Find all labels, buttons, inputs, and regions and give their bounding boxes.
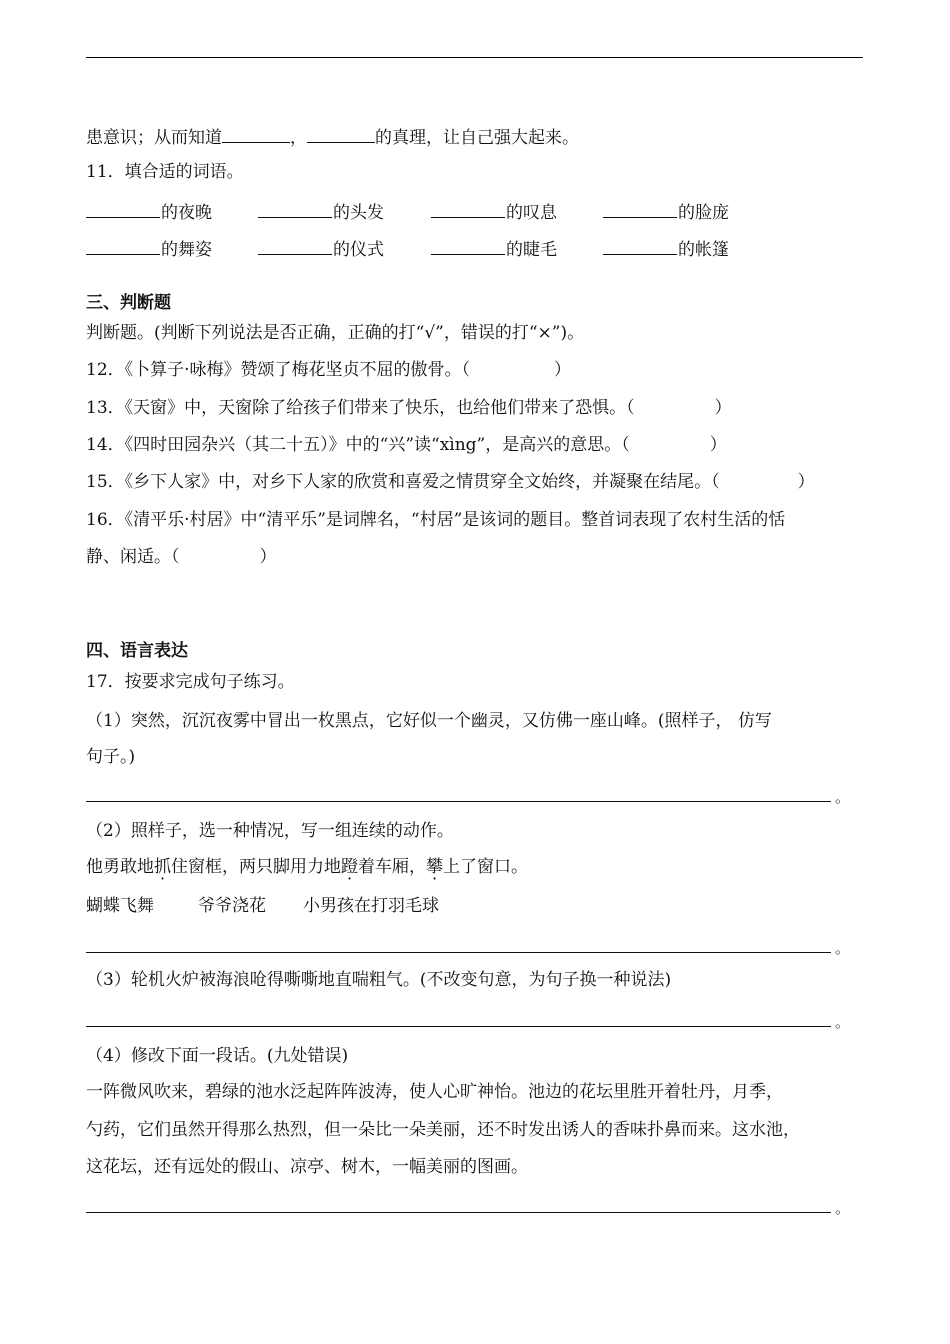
answer-blank[interactable] xyxy=(258,199,332,218)
q17-part2-title: （2）照样子，选一种情况，写一组连续的动作。 xyxy=(86,821,454,841)
option: 蝴蝶飞舞 xyxy=(86,896,154,916)
header-rule xyxy=(86,57,863,58)
answer-blank[interactable] xyxy=(86,199,160,218)
answer-blank[interactable] xyxy=(307,124,375,143)
q17-part4-line2: 勺药，它们虽然开得那么热烈，但一朵比一朵美丽，还不时发出诱人的香味扑鼻而来。这水池， xyxy=(86,1120,800,1140)
answer-blank[interactable] xyxy=(431,236,505,255)
q10-continuation: 患意识；从而知道 ， 的真理，让自己强大起来。 xyxy=(86,124,579,149)
q15: 15．《乡下人家》中，对乡下人家的欣赏和喜爱之情贯穿全文始终，并凝聚在结尾。（ ） xyxy=(86,472,815,492)
answer-line[interactable] xyxy=(86,952,831,953)
q17-part2-example: 他勇敢地抓住窗框，两只脚用力地蹬着车厢，攀上了窗口。 xyxy=(86,857,528,877)
end-mark: 。 xyxy=(835,1013,851,1031)
q17-part4-line1: 一阵微风吹来，碧绿的池水泛起阵阵波涛，使人心旷神怡。池边的花坛里胜开着牡丹，月季， xyxy=(86,1082,783,1102)
q16-line-1: 16．《清平乐·村居》中“清平乐”是词牌名，“村居”是该词的题目。整首词表现了农村生活的恬 xyxy=(86,510,786,530)
end-mark: 。 xyxy=(835,788,851,806)
emphasized-verb: 攀 xyxy=(426,857,443,877)
emphasized-verb: 抓 xyxy=(154,857,171,877)
answer-line[interactable] xyxy=(86,801,831,802)
q17-part4-line3: 这花坛，还有远处的假山、凉亭、树木，一幅美丽的图画。 xyxy=(86,1157,528,1177)
emphasized-verb: 蹬 xyxy=(341,857,358,877)
q14: 14．《四时田园杂兴（其二十五）》中的“兴”读“xìng”，是高兴的意思。（ ） xyxy=(86,435,727,455)
section-4-heading: 四、语言表达 xyxy=(86,641,188,661)
q13: 13．《天窗》中，天窗除了给孩子们带来了快乐，也给他们带来了恐惧。（ ） xyxy=(86,398,732,418)
answer-blank[interactable] xyxy=(222,124,290,143)
end-mark: 。 xyxy=(835,1199,851,1217)
q12: 12．《卜算子·咏梅》赞颂了梅花坚贞不屈的傲骨。（ ） xyxy=(86,360,572,380)
answer-line[interactable] xyxy=(86,1212,831,1213)
q16-line-2: 静、闲适。（ ） xyxy=(86,547,277,567)
q17-title: 17．按要求完成句子练习。 xyxy=(86,672,295,692)
answer-blank[interactable] xyxy=(431,199,505,218)
section-3-heading: 三、判断题 xyxy=(86,293,171,313)
end-mark: 。 xyxy=(835,939,851,957)
option: 小男孩在打羽毛球 xyxy=(303,896,439,916)
answer-blank[interactable] xyxy=(86,236,160,255)
answer-blank[interactable] xyxy=(603,199,677,218)
answer-line[interactable] xyxy=(86,1026,831,1027)
section-3-instruction: 判断题。(判断下列说法是否正确，正确的打“√”，错误的打“×”)。 xyxy=(86,323,585,343)
q17-part1-line1: （1）突然，沉沉夜雾中冒出一枚黑点，它好似一个幽灵，又仿佛一座山峰。(照样子， 仿写 xyxy=(86,711,772,731)
option: 爷爷浇花 xyxy=(198,896,266,916)
q17-part1-line2: 句子。) xyxy=(86,747,136,767)
q17-part4-title: （4）修改下面一段话。(九处错误) xyxy=(86,1046,349,1066)
answer-blank[interactable] xyxy=(258,236,332,255)
q11-title: 11．填合适的词语。 xyxy=(86,162,244,182)
q17-part3-title: （3）轮机火炉被海浪呛得嘶嘶地直喘粗气。(不改变句意，为句子换一种说法) xyxy=(86,970,672,990)
answer-blank[interactable] xyxy=(603,236,677,255)
q17-part2-options xyxy=(86,895,439,917)
